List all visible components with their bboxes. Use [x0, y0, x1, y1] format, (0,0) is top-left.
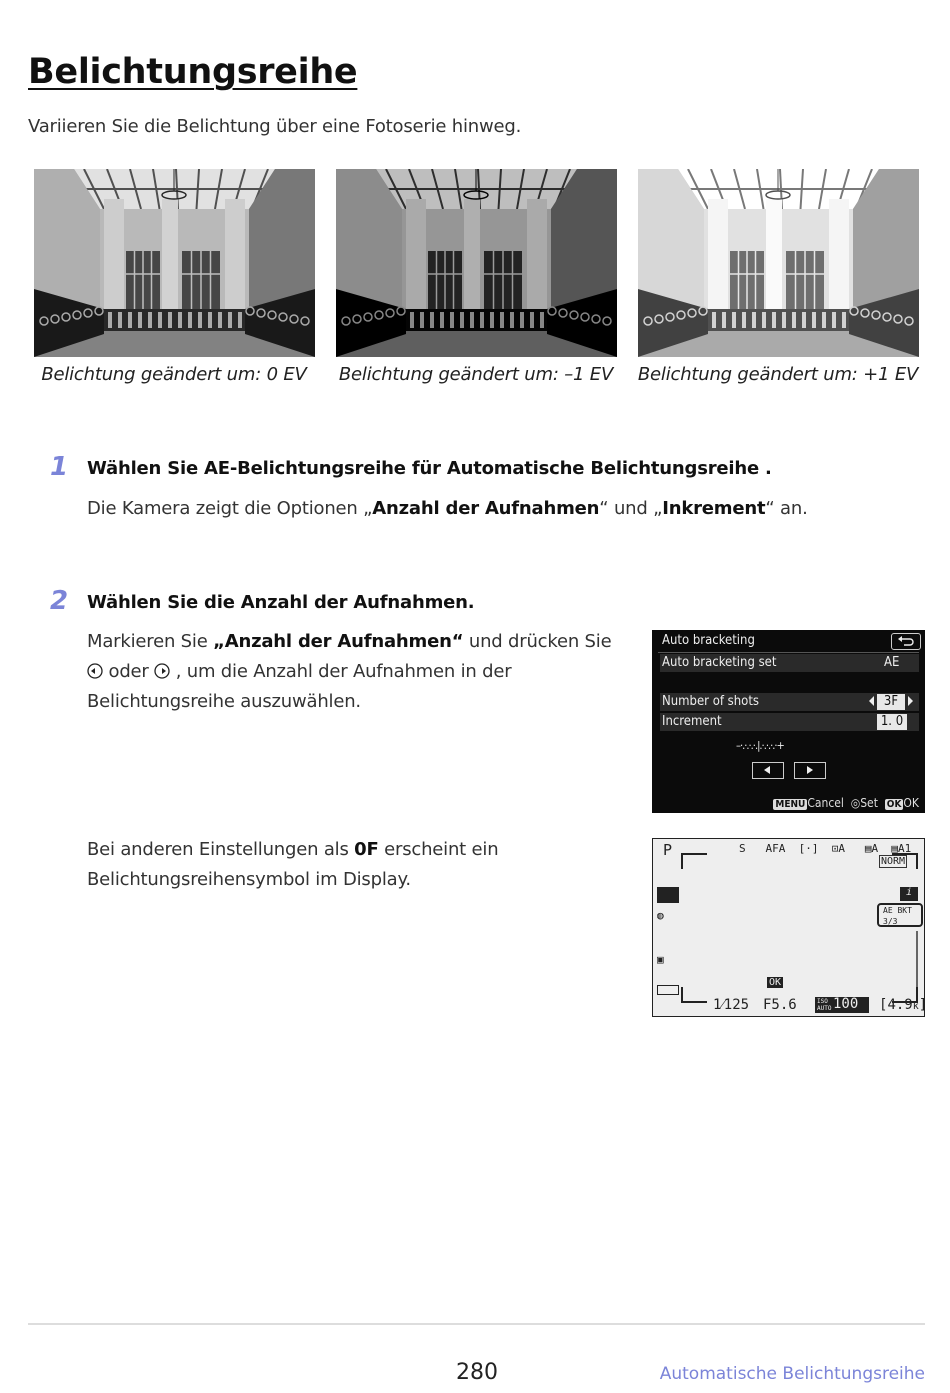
lcd-aperture: F5.6: [763, 997, 797, 1013]
menu-increment-value: 1. 0: [877, 714, 907, 730]
section-link[interactable]: Automatische Belichtungsreihe: [659, 1364, 925, 1384]
multi-selector-left-icon: [87, 663, 103, 679]
step-1-number: 1: [50, 452, 69, 482]
lcd-mode: P: [663, 841, 673, 859]
menu-left-button: [752, 762, 784, 779]
multi-selector-icon: ◎: [850, 796, 861, 810]
camera-menu-screen: [652, 630, 925, 813]
shots-right-arrow-icon: [908, 696, 913, 706]
photo-caption-plus1ev: Belichtung geändert um: +1 EV: [637, 364, 919, 385]
camera-lcd-display: [652, 838, 928, 1017]
lcd-ok-button: OK: [769, 977, 782, 988]
multi-selector-right-icon: [154, 663, 170, 679]
lcd-af-icon: ▣: [657, 953, 664, 966]
menu-title: Auto bracketing: [662, 633, 755, 648]
footer-divider: [28, 1323, 925, 1325]
step-1-text: Die Kamera zeigt die Optionen „Anzahl der Aufnahmen“ und „Inkrement“ an.: [87, 498, 808, 519]
menu-row-set: [660, 654, 919, 672]
lcd-battery-icon: [657, 985, 679, 995]
lcd-bracket-indicator: AE BKT 3/3: [877, 903, 923, 927]
menu-shots-label: Number of shots: [662, 694, 760, 709]
photo-plus1ev: [638, 169, 919, 357]
lcd-exposure-scale: [916, 931, 918, 991]
lcd-vr-icon: ◍: [657, 909, 664, 922]
photo-minus1ev: [336, 169, 617, 357]
ok-key-icon: OK: [886, 799, 902, 810]
page-number: 280: [456, 1360, 498, 1385]
step-2-text: Markieren Sie „Anzahl der Aufnahmen“ und drücken Sie oder , um die Anzahl der Aufnahmen in der Belichtungsreihe auszuwählen.: [87, 631, 612, 712]
menu-footer: MENU Cancel ◎Set OK OK: [775, 796, 919, 810]
photo-0ev: [34, 169, 315, 357]
photo-caption-minus1ev: Belichtung geändert um: –1 EV: [338, 364, 614, 385]
menu-set-value: AE: [884, 655, 900, 670]
lcd-remaining: [4.9k]: [879, 997, 928, 1013]
menu-right-button: [794, 762, 826, 779]
lcd-shutter: 1⁄125: [713, 997, 750, 1013]
exposure-scale: –·.·.·.·.|.·.·.·.·+: [736, 739, 784, 752]
shots-left-arrow-icon: [869, 696, 874, 706]
menu-shots-value: 3F: [877, 694, 905, 710]
lcd-info-icon: i: [900, 887, 918, 901]
step-2-heading: Wählen Sie die Anzahl der Aufnahmen.: [87, 592, 475, 613]
lcd-top-icons: S AFA [·] ⊡A ▤A ▤A1: [739, 842, 912, 855]
menu-increment-label: Increment: [662, 714, 722, 729]
lcd-release-mode-icon: [657, 887, 679, 903]
page-title: Belichtungsreihe: [28, 52, 358, 92]
step-2-number: 2: [50, 586, 69, 616]
step-1-heading: Wählen Sie AE-Belichtungsreihe für Automatische Belichtungsreihe .: [87, 458, 772, 479]
step-2-note: Bei anderen Einstellungen als 0F erscheint ein Belichtungsreihensymbol im Display.: [87, 839, 499, 890]
menu-key-icon: MENU: [775, 799, 806, 810]
back-icon: [891, 633, 921, 650]
page-subtitle: Variieren Sie die Belichtung über eine Fotoserie hinweg.: [28, 116, 522, 137]
lcd-iso: ISO AUTO 100: [815, 997, 869, 1013]
menu-set-label: Auto bracketing set: [662, 655, 777, 670]
photo-caption-0ev: Belichtung geändert um: 0 EV: [41, 364, 307, 385]
lcd-quality: NORM: [881, 856, 906, 867]
